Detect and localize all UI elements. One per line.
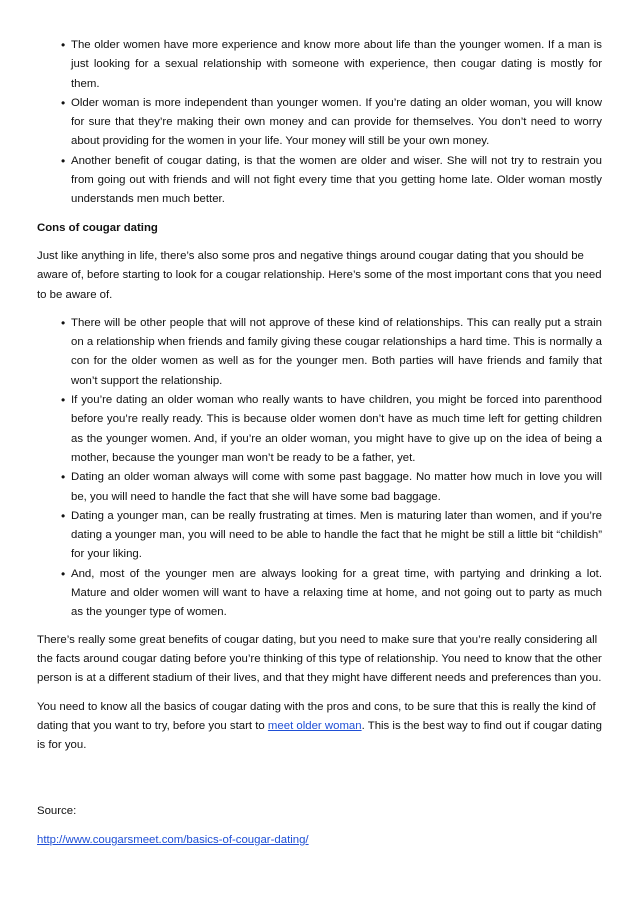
pros-list bbox=[37, 36, 602, 210]
cons-list-item: • Dating an older woman always will come with some past baggage. No matter how much in love you will be, you will need to handle the fact that she will have some bad baggage. bbox=[37, 468, 602, 507]
pros-list-item: • The older women have more experience and know more about life than the younger women. If a man is just looking for a sexual relationship with someone with experience, then cougar dating is mostly for them. bbox=[37, 36, 602, 94]
source-label: Source: bbox=[37, 805, 77, 818]
summary-paragraph: There’s really some great benefits of cougar dating, but you need to make sure that you’re really considering all the facts around cougar dating before you’re thinking of this type of relationship. You need to know that the other person is at a different stadium of their lives, and that they might have different needs and preferences than you. bbox=[37, 633, 602, 685]
meet-older-woman-link[interactable]: meet older woman bbox=[267, 719, 362, 732]
cons-list-item: • If you’re dating an older woman who really wants to have children, you might be forced into parenthood before you’re really ready. This is because older women don’t have as much time left for getting children as the younger women. And, if you’re an older woman, you might have to give up on the idea of being a mother, because the younger man won’t be ready to be a father, yet. bbox=[37, 391, 602, 468]
cons-list-item: • And, most of the younger men are always looking for a great time, with partying and drinking a lot. Mature and older women will want to have a relaxing time at home, and not going out to party as much as the younger type of women. bbox=[37, 565, 602, 623]
pros-list-item: • Another benefit of cougar dating, is that the women are older and wiser. She will not try to restrain you from going out with friends and will not fight every time that you getting home late. Older woman mostly understands men much better. bbox=[37, 152, 602, 210]
cons-list bbox=[37, 314, 602, 623]
cons-list-item: • There will be other people that will not approve of these kind of relationships. This can really put a strain on a relationship when friends and family giving these cougar relationships a hard time. This is normally a con for the older women as well as for the younger men. Both parties will have friends and family that won’t support the relationship. bbox=[37, 314, 602, 391]
pros-list-item: • Older woman is more independent than younger women. If you’re dating an older woman, you will know for sure that they’re making their own money and can provide for themselves. You don’t need to worry about providing for the women in your life. Your money will still be your own money. bbox=[37, 94, 602, 152]
closing-text-after: . This is the best way to find out if cougar dating is for you. bbox=[37, 719, 603, 752]
closing-paragraph bbox=[37, 698, 602, 756]
source-url-link[interactable]: http://www.cougarsmeet.com/basics-of-cougar-dating/ bbox=[37, 833, 309, 846]
closing-text-before: You need to know all the basics of cougar dating with the pros and cons, to be sure that this is really the kind of dating that you want to try, before you start to bbox=[37, 700, 596, 732]
cons-list-item: • Dating a younger man, can be really frustrating at times. Men is maturing later than women, and if you’re dating a younger man, you will need to be able to handle the fact that he might be still a little bit “childish” for your liking. bbox=[37, 507, 602, 565]
document-page bbox=[37, 36, 602, 859]
cons-intro-paragraph: Just like anything in life, there’s also some pros and negative things around cougar dating that you should be aware of, before starting to look for a cougar relationship. Here’s some of the most important cons that you need to be aware of. bbox=[37, 249, 602, 301]
blank-space bbox=[37, 764, 602, 802]
cons-heading: Cons of cougar dating bbox=[37, 221, 158, 234]
